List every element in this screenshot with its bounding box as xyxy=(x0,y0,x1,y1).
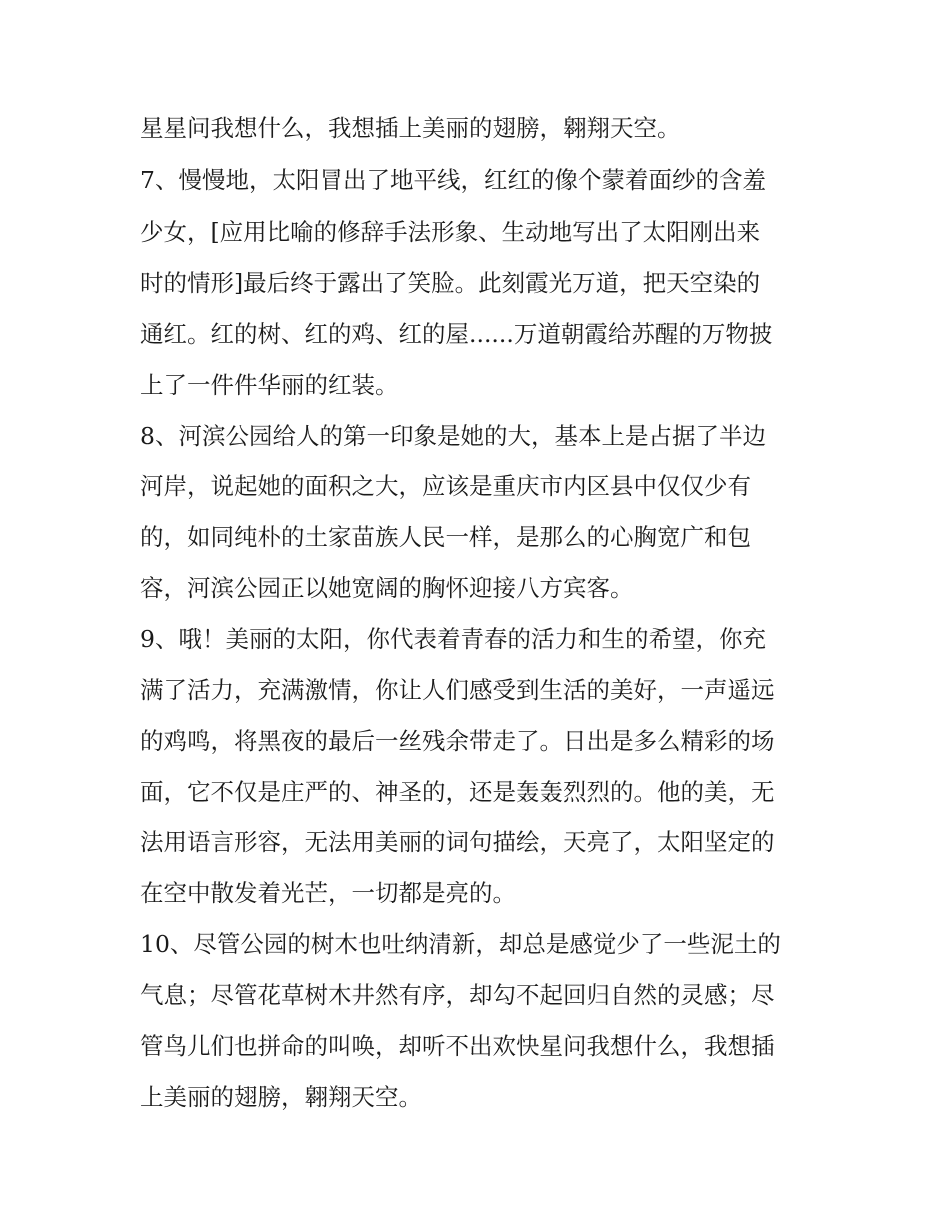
text-line: 在空中散发着光芒，一切都是亮的。 xyxy=(140,879,516,907)
text-line: 通红。红的树、红的鸡、红的屋......万道朝霞给苏醒的万物披 xyxy=(140,320,773,348)
text-line: 少女，[应用比喻的修辞手法形象、生动地写出了太阳刚出来 xyxy=(140,218,761,246)
text-line: 法用语言形容，无法用美丽的词句描绘，天亮了，太阳坚定的 xyxy=(140,828,775,856)
text-line: 星星问我想什么，我想插上美丽的翅膀，翱翔天空。 xyxy=(140,114,681,142)
text-line: 满了活力，充满激情，你让人们感受到生活的美好，一声遥远 xyxy=(140,676,775,704)
text-line: 容，河滨公园正以她宽阔的胸怀迎接八方宾客。 xyxy=(140,574,634,602)
text-line: 的，如同纯朴的土家苗族人民一样，是那么的心胸宽广和包 xyxy=(140,523,751,551)
text-line: 上美丽的翅膀，翱翔天空。 xyxy=(140,1083,422,1111)
text-line: 9、哦！美丽的太阳，你代表着青春的活力和生的希望，你充 xyxy=(140,625,766,653)
text-line: 河岸，说起她的面积之大，应该是重庆市内区县中仅仅少有 xyxy=(140,472,751,500)
text-line: 气息；尽管花草树木井然有序，却勾不起回归自然的灵感；尽 xyxy=(140,981,775,1009)
text-line: 上了一件件华丽的红装。 xyxy=(140,371,399,399)
text-line: 时的情形]最后终于露出了笑脸。此刻霞光万道，把天空染的 xyxy=(140,269,761,297)
text-line: 管鸟儿们也拼命的叫唤，却听不出欢快星问我想什么，我想插 xyxy=(140,1032,775,1060)
text-line: 7、慢慢地，太阳冒出了地平线，红红的像个蒙着面纱的含羞 xyxy=(140,166,766,194)
text-line: 8、河滨公园给人的第一印象是她的大，基本上是占据了半边 xyxy=(140,422,766,450)
text-line: 的鸡鸣，将黑夜的最后一丝残余带走了。日出是多么精彩的场 xyxy=(140,727,775,755)
text-line: 面，它不仅是庄严的、神圣的，还是轰轰烈烈的。他的美，无 xyxy=(140,778,775,806)
text-line: 10、尽管公园的树木也吐纳清新，却总是感觉少了一些泥土的 xyxy=(140,930,781,958)
